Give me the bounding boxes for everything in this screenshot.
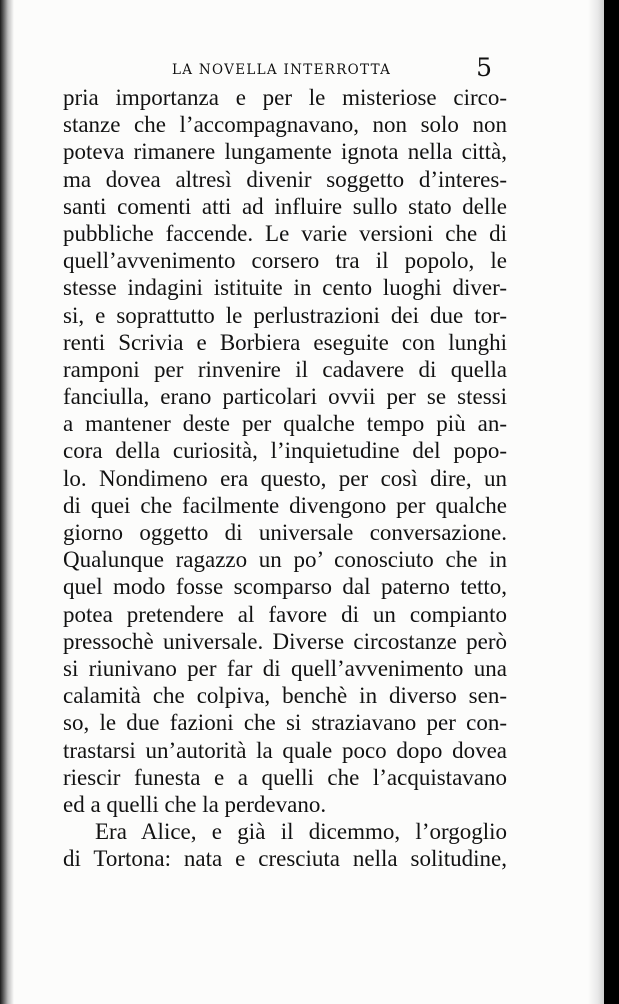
text-line: pressochè universale. Diverse circostanze però xyxy=(63,628,507,654)
page-gutter-shadow xyxy=(0,0,14,1004)
text-line: so, le due fazioni che si straziavano per con- xyxy=(63,710,507,736)
text-line: poteva rimanere lungamente ignota nella città, xyxy=(63,139,507,165)
text-line: ma dovea altresì divenir soggetto d’interes- xyxy=(63,166,507,192)
text-line: stanze che l’accompagnavano, non solo non xyxy=(63,112,507,138)
text-line: stesse indagini istituite in cento luoghi diver- xyxy=(63,275,507,301)
text-line: renti Scrivia e Borbiera eseguite con lunghi xyxy=(63,329,507,355)
text-line: quel modo fosse scomparso dal paterno tetto, xyxy=(63,574,507,600)
text-line: fanciulla, erano particolari ovvii per se stessi xyxy=(63,384,507,410)
text-line: calamità che colpiva, benchè in diverso sen- xyxy=(63,683,507,709)
page-header xyxy=(172,55,502,85)
text-line: santi comenti atti ad influire sullo stato delle xyxy=(63,193,507,219)
text-line: giorno oggetto di universale conversazione. xyxy=(63,520,507,545)
text-line: quell’avvenimento corsero tra il popolo, le xyxy=(63,248,507,274)
text-line: di quei che facilmente divengono per qualche xyxy=(63,492,507,518)
text-line: pubbliche faccende. Le varie versioni che di xyxy=(63,220,507,246)
text-line: trastarsi un’autorità la quale poco dopo dovea xyxy=(63,737,507,763)
page-number: 5 xyxy=(476,53,492,82)
text-line: ramponi per rinvenire il cadavere di quella xyxy=(63,356,507,382)
body-text xyxy=(63,84,507,872)
text-line: di Tortona: nata e cresciuta nella solitudine, xyxy=(63,846,507,872)
text-line: lo. Nondimeno era questo, per così dire, un xyxy=(63,465,507,491)
text-line: cora della curiosità, l’inquietudine del popo- xyxy=(63,438,507,464)
paragraph-start-line: Era Alice, e già il dicemmo, l’orgoglio xyxy=(95,819,507,845)
page-edge xyxy=(588,0,604,1004)
text-line: a mantener deste per qualche tempo più an- xyxy=(63,411,507,437)
running-title: LA NOVELLA INTERROTTA xyxy=(172,62,392,78)
paragraph-end-line: ed a quelli che la perdevano. xyxy=(63,791,327,817)
text-line: riescir funesta e a quelli che l’acquistavano xyxy=(63,764,507,790)
text-line: pria importanza e per le misteriose circo- xyxy=(63,85,507,110)
text-line: si riunivano per far di quell’avvenimento una xyxy=(63,655,507,681)
text-line: Qualunque ragazzo un po’ conosciuto che in xyxy=(63,547,507,573)
text-line: potea pretendere al favore di un compianto xyxy=(63,601,507,627)
text-line: si, e soprattutto le perlustrazioni dei due tor- xyxy=(63,302,507,328)
